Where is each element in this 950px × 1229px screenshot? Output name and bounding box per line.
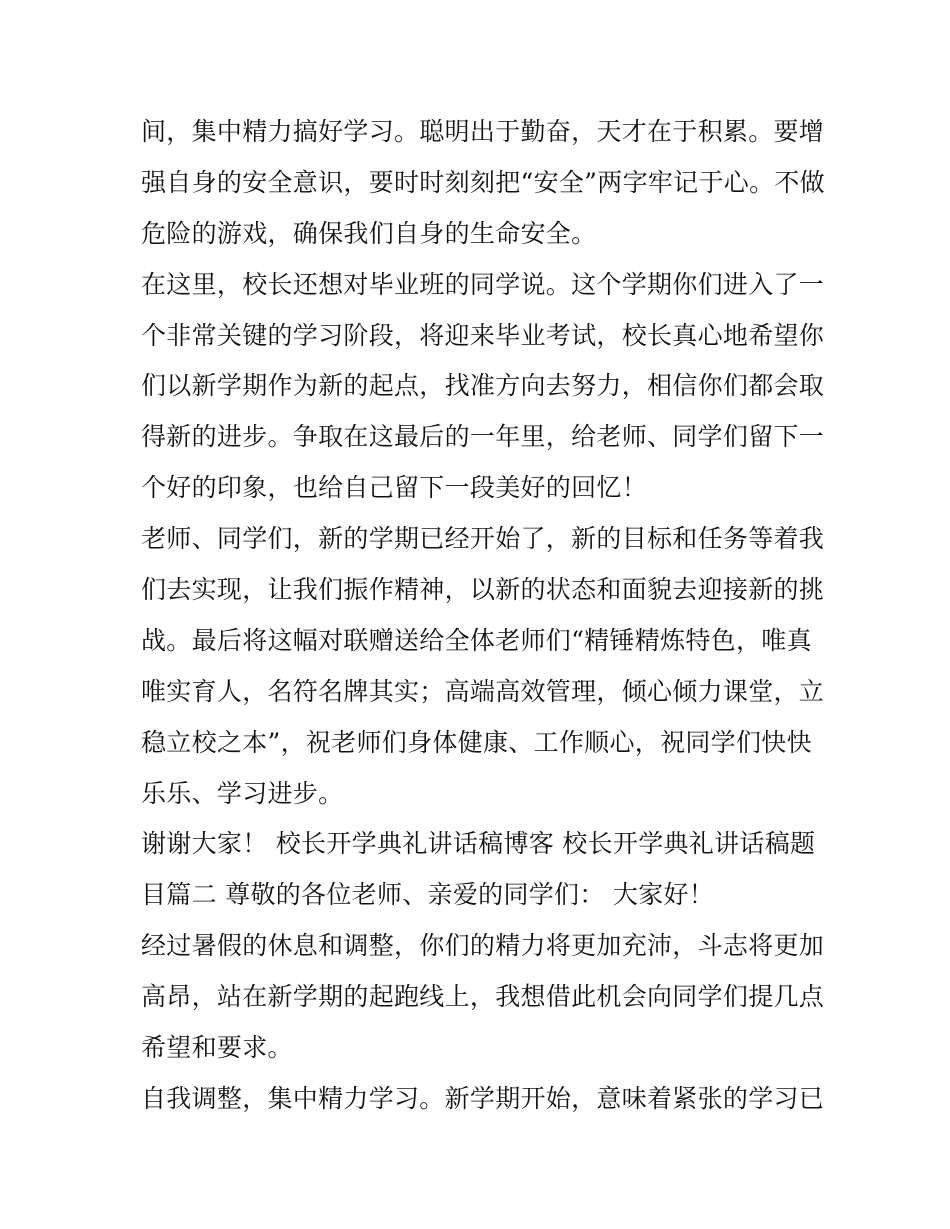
text-line: 个非常关键的学习阶段，将迎来毕业考试，校长真心地希望你 bbox=[141, 320, 825, 350]
text-line: 在这里，校长还想对毕业班的同学说。这个学期你们进入了一 bbox=[141, 269, 825, 299]
text-line: 战。最后将这幅对联赠送给全体老师们“精锤精炼特色，唯真 bbox=[141, 625, 812, 655]
text-line: 自我调整，集中精力学习。新学期开始，意味着紧张的学习已 bbox=[141, 1083, 825, 1113]
text-line: 谢谢大家！ 校长开学典礼讲话稿博客 校长开学典礼讲话稿题 bbox=[141, 829, 816, 859]
text-line: 经过暑假的休息和调整，你们的精力将更加充沛，斗志将更加 bbox=[141, 931, 825, 961]
text-line: 稳立校之本”，祝老师们身体健康、工作顺心，祝同学们快快 bbox=[141, 727, 812, 757]
text-line: 个好的印象，也给自己留下一段美好的回忆！ bbox=[141, 473, 648, 503]
text-line: 得新的进步。争取在这最后的一年里，给老师、同学们留下一 bbox=[141, 422, 825, 452]
text-line: 强自身的安全意识，要时时刻刻把“安全”两字牢记于心。不做 bbox=[141, 167, 825, 197]
text-line: 危险的游戏，确保我们自身的生命安全。 bbox=[141, 218, 597, 248]
text-line: 高昂，站在新学期的起跑线上，我想借此机会向同学们提几点 bbox=[141, 982, 825, 1012]
text-line: 们以新学期作为新的起点，找准方向去努力，相信你们都会取 bbox=[141, 371, 825, 401]
text-line: 目篇二 尊敬的各位老师、亲爱的同学们： 大家好！ bbox=[141, 880, 715, 910]
text-line: 唯实育人，名符名牌其实；高端高效管理，倾心倾力课堂，立 bbox=[141, 676, 825, 706]
text-line: 们去实现，让我们振作精神，以新的状态和面貌去迎接新的挑 bbox=[141, 575, 825, 605]
text-line: 老师、同学们，新的学期已经开始了，新的目标和任务等着我 bbox=[141, 524, 825, 554]
text-line: 乐乐、学习进步。 bbox=[141, 778, 344, 808]
text-line: 希望和要求。 bbox=[141, 1033, 293, 1063]
document-body bbox=[141, 107, 825, 1125]
text-line: 间，集中精力搞好学习。聪明出于勤奋，天才在于积累。要增 bbox=[141, 117, 825, 146]
